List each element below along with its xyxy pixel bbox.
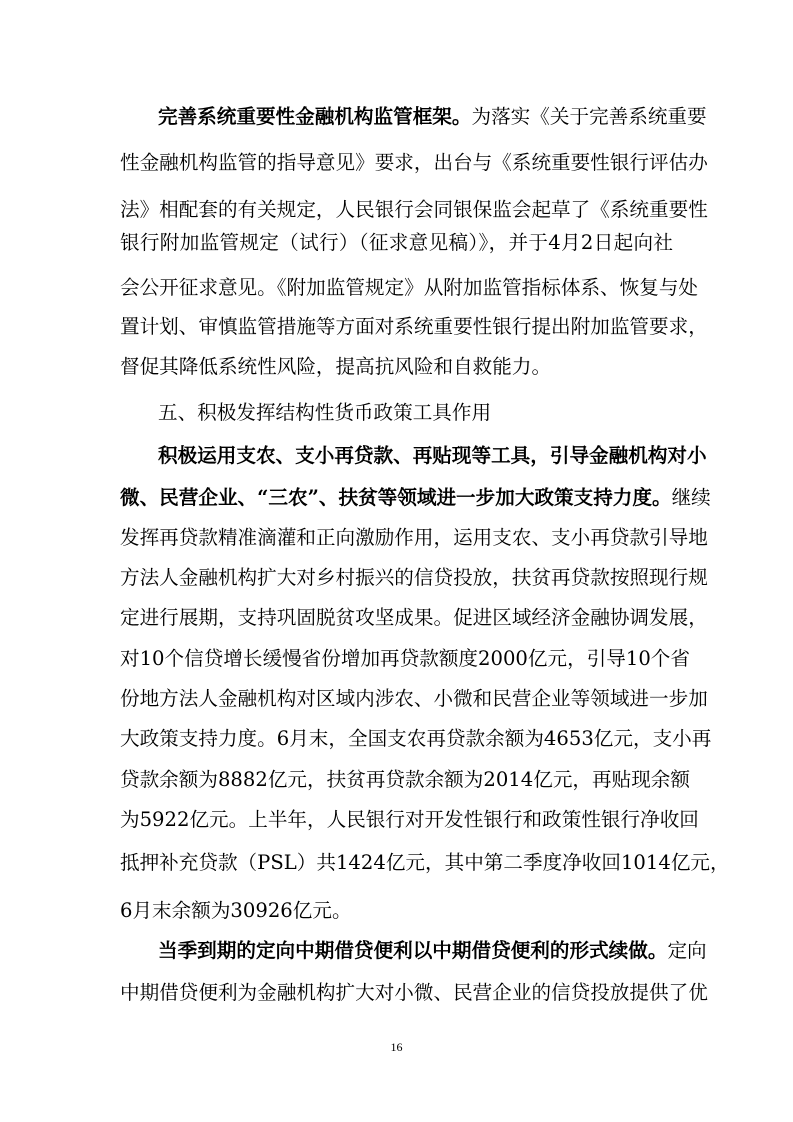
- paragraph-1-line-4: 银行附加监管规定（试行）（征求意见稿）》，并于4月2日起向社: [120, 231, 673, 254]
- paragraph-1-lead-bold: 完善系统重要性金融机构监管框架。: [158, 105, 472, 128]
- paragraph-2-line-9: 贷款余额为8882亿元，扶贫再贷款余额为2014亿元，再贴现余额: [120, 768, 690, 791]
- paragraph-2-line-12: 6月末余额为30926亿元。: [120, 899, 352, 922]
- paragraph-2-line-7: 份地方法人金融机构对区域内涉农、小微和民营企业等领域进一步加: [120, 687, 708, 710]
- paragraph-1-line-1: [158, 97, 707, 137]
- paragraph-2-line-5: 定进行展期，支持巩固脱贫攻坚成果。促进区域经济金融协调发展，: [120, 606, 708, 629]
- paragraph-3-lead-bold: 当季到期的定向中期借贷便利以中期借贷便利的形式续做。: [158, 939, 668, 962]
- paragraph-2-line-10: 为5922亿元。上半年，人民银行对开发性银行和政策性银行净收回: [120, 808, 699, 831]
- paragraph-3-line-2: 中期借贷便利为金融机构扩大对小微、民营企业的信贷投放提供了优: [120, 981, 708, 1004]
- paragraph-2-line-2: [120, 478, 711, 518]
- paragraph-3-line-1-tail: 定向: [667, 939, 707, 962]
- paragraph-2-line-3: 发挥再贷款精准滴灌和正向激励作用，运用支农、支小再贷款引导地: [120, 526, 708, 549]
- paragraph-1-line-7: 督促其降低系统性风险，提高抗风险和自救能力。: [120, 355, 552, 378]
- paragraph-2-line-6: 对10个信贷增长缓慢省份增加再贷款额度2000亿元，引导10个省: [120, 647, 690, 670]
- paragraph-2-bold-line-1: 积极运用支农、支小再贷款、再贴现等工具，引导金融机构对小: [158, 444, 707, 467]
- paragraph-2-line-11: 抵押补充贷款（PSL）共1424亿元，其中第二季度净收回1014亿元，: [120, 851, 730, 874]
- paragraph-2-line-4: 方法人金融机构扩大对乡村振兴的信贷投放，扶贫再贷款按照现行规: [120, 566, 708, 589]
- paragraph-1-line-5: 会公开征求意见。《附加监管规定》从附加监管指标体系、恢复与处: [120, 276, 699, 299]
- section-heading: 五、积极发挥结构性货币政策工具作用: [158, 401, 492, 424]
- page-number: 16: [390, 1040, 403, 1054]
- paragraph-2-line-2-tail: 继续: [671, 486, 711, 509]
- paragraph-2-bold-line-2: 微、民营企业、“三农”、扶贫等领域进一步加大政策支持力度。: [120, 486, 672, 509]
- paragraph-3-line-1: [158, 931, 707, 971]
- paragraph-1-line-2: 性金融机构监管的指导意见》要求，出台与《系统重要性银行评估办: [120, 151, 708, 174]
- paragraph-2-line-8: 大政策支持力度。6月末，全国支农再贷款余额为4653亿元，支小再: [120, 727, 712, 750]
- paragraph-1-line-3: 法》相配套的有关规定，人民银行会同银保监会起草了《系统重要性: [120, 198, 708, 221]
- paragraph-1-line-1-text: 为落实《关于完善系统重要: [471, 105, 707, 128]
- paragraph-1-line-6: 置计划、审慎监管措施等方面对系统重要性银行提出附加监管要求，: [120, 315, 708, 338]
